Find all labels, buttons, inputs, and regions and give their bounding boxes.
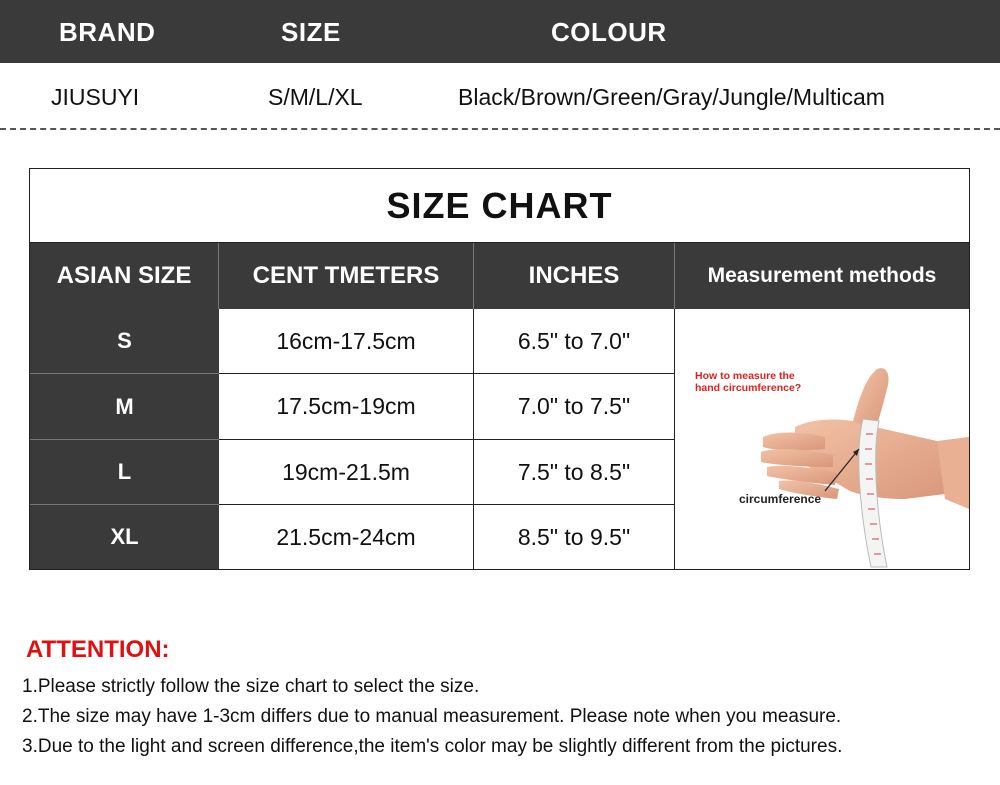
column-header-asian-size: ASIAN SIZE [30,243,219,309]
brand-value: JIUSUYI [51,84,140,110]
size-cell-l: L [30,440,219,505]
measure-question-line2: hand circumference? [695,382,802,394]
column-header-measurement-methods: Measurement methods [675,243,969,309]
inches-cell-s: 6.5" to 7.0" [474,309,675,374]
size-cell-s: S [30,309,219,374]
cm-cell-s: 16cm-17.5cm [219,309,474,374]
column-header-inches: INCHES [474,243,675,309]
circumference-caption: circumference [739,492,822,506]
cm-cell-xl: 21.5cm-24cm [219,505,474,569]
inches-cell-m: 7.0" to 7.5" [474,374,675,440]
size-cell-m: M [30,374,219,440]
colour-label: COLOUR [551,17,667,47]
measurement-illustration [675,309,969,569]
column-header-centimeters: CENT TMETERS [219,243,474,309]
inches-cell-l: 7.5" to 8.5" [474,440,675,505]
cm-cell-l: 19cm-21.5m [219,440,474,505]
size-chart [29,168,970,570]
dashed-divider [0,128,1000,130]
hand-measure-icon [675,309,969,569]
colour-value: Black/Brown/Green/Gray/Jungle/Multicam [458,84,885,110]
attention-title: ATTENTION: [26,636,170,663]
size-label: SIZE [281,17,341,47]
cm-cell-m: 17.5cm-19cm [219,374,474,440]
attention-note-2: 2.The size may have 1-3cm differs due to manual measurement. Please note when you measure. [22,706,842,727]
attention-note-3: 3.Due to the light and screen difference,the item's color may be slightly different from the pictures. [22,736,843,757]
size-chart-title: SIZE CHART [30,169,969,243]
size-cell-xl: XL [30,505,219,569]
size-value: S/M/L/XL [268,84,363,110]
inches-cell-xl: 8.5" to 9.5" [474,505,675,569]
header-bar [0,0,1000,63]
brand-label: BRAND [59,17,156,47]
attention-note-1: 1.Please strictly follow the size chart to select the size. [22,676,480,697]
measure-question-line1: How to measure the [695,370,795,382]
